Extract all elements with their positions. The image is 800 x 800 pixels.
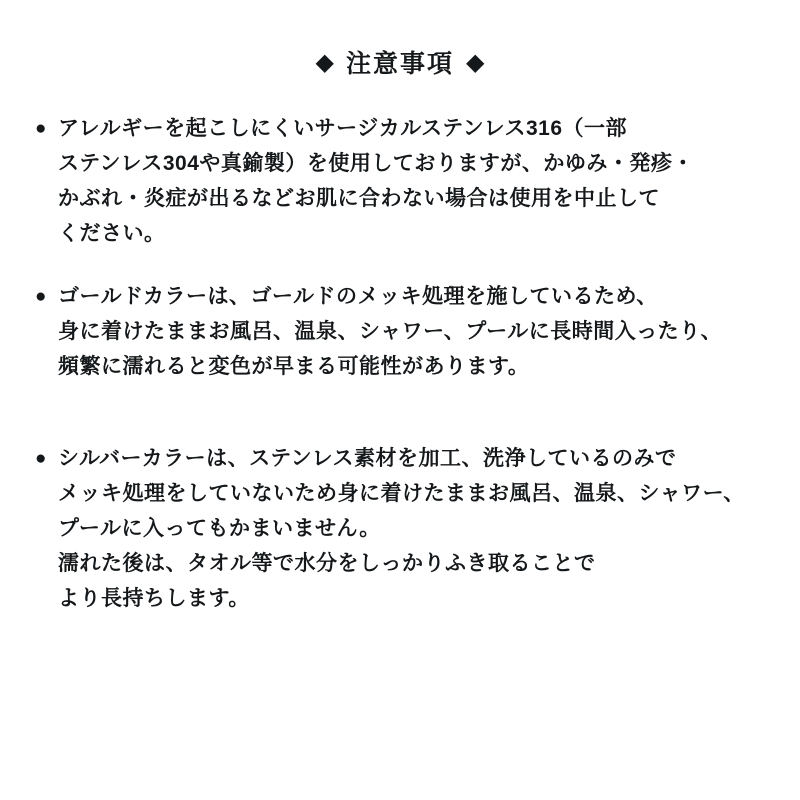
notice-line: ゴールドカラーは、ゴールドのメッキ処理を施しているため、 xyxy=(58,285,658,308)
notice-line: ステンレス304や真鍮製）を使用しておりますが、かゆみ・発疹・ xyxy=(58,152,694,175)
diamond-right-icon: ◆ xyxy=(466,49,485,76)
notice-line: かぶれ・炎症が出るなどお肌に合わない場合は使用を中止して xyxy=(58,187,660,210)
bullet-icon: ● xyxy=(35,448,47,469)
notice-section-silver-color xyxy=(0,441,800,616)
notice-line: メッキ処理をしていないため身に着けたままお風呂、温泉、シャワー、 xyxy=(58,482,745,505)
notice-line: 頻繁に濡れると変色が早まる可能性があります。 xyxy=(58,355,530,378)
notice-text-block xyxy=(58,111,694,251)
page-title-text: 注意事項 xyxy=(345,50,454,78)
notice-line: シルバーカラーは、ステンレス素材を加工、洗浄しているのみで xyxy=(58,447,677,470)
notice-section-gold-color xyxy=(0,279,800,384)
page-title xyxy=(0,0,800,78)
bullet-icon: ● xyxy=(35,118,47,139)
notice-line: 身に着けたままお風呂、温泉、シャワー、プールに長時間入ったり、 xyxy=(58,320,723,343)
notice-line: アレルギーを起こしにくいサージカルステンレス316（一部 xyxy=(58,117,627,140)
notice-text-block xyxy=(58,441,745,616)
notice-line: より長持ちします。 xyxy=(58,587,250,610)
notice-section-allergy xyxy=(0,111,800,251)
notice-line: ください。 xyxy=(58,222,166,245)
notice-text-block xyxy=(58,279,722,384)
notice-line: プールに入ってもかまいません。 xyxy=(58,517,381,540)
diamond-left-icon: ◆ xyxy=(315,49,334,76)
bullet-icon: ● xyxy=(35,286,47,307)
notice-line: 濡れた後は、タオル等で水分をしっかりふき取ることで xyxy=(58,552,596,575)
